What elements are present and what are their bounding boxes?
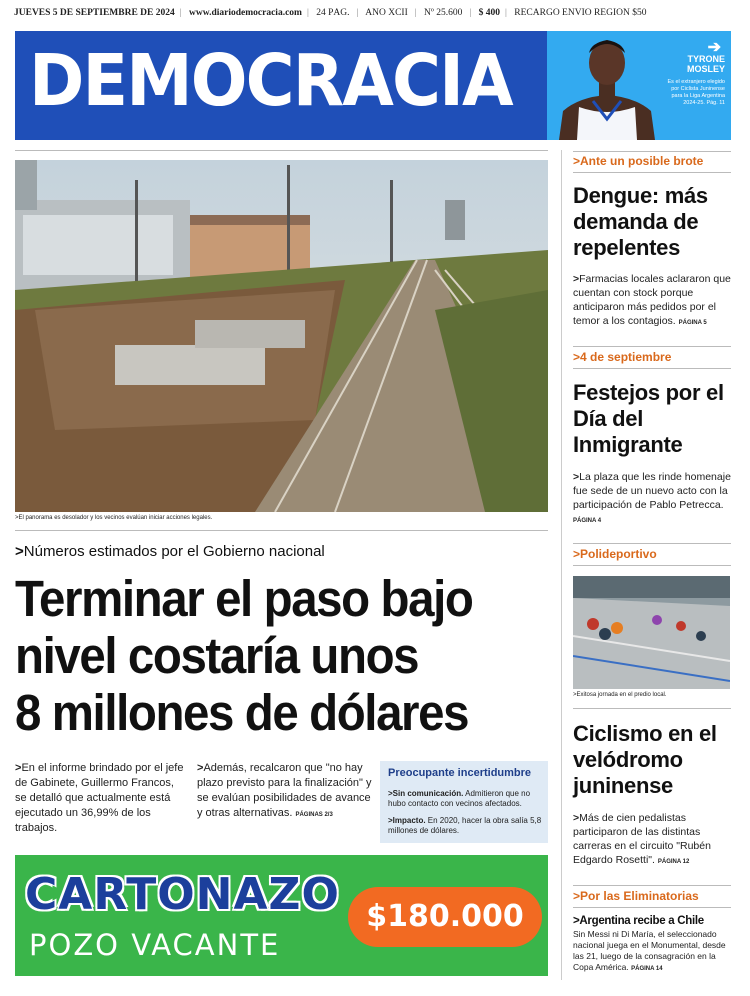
page-reference: PÁGINA 4 [573,518,602,524]
divider [573,368,731,369]
ad-title: CARTONAZO [25,869,340,920]
divider [573,885,731,886]
page-reference: PÁGINA 12 [657,859,690,865]
infobox [380,761,548,843]
main-headline[interactable] [15,570,517,741]
sidebar-kicker: > Ante un posible brote [573,154,703,168]
sidebar-text [573,470,735,528]
newspaper-logo[interactable]: DEMOCRACIA [29,39,512,122]
sidebar-kicker: > 4 de septiembre [573,350,671,364]
masthead [15,31,731,140]
website-link[interactable]: www.diariodemocracia.com [189,8,302,18]
divider [573,151,731,152]
sidebar-text-body: Farmacias locales aclararon que cuentan con stock porque anticiparon más pedidos por el temor a los contagios. [573,273,731,327]
infobox-item-text: En 2020, hacer la obra salía 5,8 millones de dólares. [388,816,542,835]
sidebar-text-body: Sin Messi ni Di María, el seleccionado nacional juega en el Monumental, desde las 21, luego de la consagración en la Copa América. [573,929,726,972]
sidebar-text [573,929,735,975]
promo-player-name: TYRONE MOSLEY [686,54,725,74]
infobox-item-text: Admitieron que no hubo contacto con vecinos afectados. [388,789,531,808]
sidebar-headline[interactable]: Dengue: más demanda de repelentes [573,183,708,260]
sidebar-text [573,272,735,330]
divider [573,346,731,347]
page-reference: PÁGINAS 2/3 [295,812,333,818]
sidebar-headline-small[interactable]: >Argentina recibe a Chile [573,915,704,927]
year-label: AÑO XCII [365,8,408,18]
velodrome-photo [573,576,730,689]
sidebar-text-body: La plaza que les rinde homenaje fue sede de un nuevo acto con la participación de Pablo Petrecca. [573,471,731,511]
photo-caption: >El panorama es desolador y los vecinos evalúan iniciar acciones legales. [15,515,213,521]
headline-line: nivel costaría unos [15,627,419,684]
issue-date: JUEVES 5 DE SEPTIEMBRE DE 2024 [14,8,175,18]
masthead-promo[interactable] [547,31,731,140]
arrow-right-icon: ➔ [707,39,721,56]
ad-subtitle: POZO VACANTE [29,928,281,962]
promo-text: Es el extranjero elegido por Ciclista Juninense para la Liga Argentina 2024-25. Pág. 11 [667,79,725,107]
divider [573,172,731,173]
sidebar-headline-text: Argentina recibe a Chile [579,915,704,927]
sidebar-kicker: > Polideportivo [573,547,657,561]
infobox-item-label: >Impacto. [388,816,426,825]
sidebar-headline[interactable]: Festejos por el Día del Inmigrante [573,380,724,457]
price: $ 400 [478,8,500,18]
sidebar-kicker: > Por las Eliminatorias [573,889,699,903]
cartonazo-ad[interactable] [15,855,548,976]
page-reference: PÁGINA 5 [678,320,707,326]
divider [573,565,731,566]
sidebar-headline[interactable]: Ciclismo en el velódromo juninense [573,721,717,798]
main-kicker: > Números estimados por el Gobierno nacional [15,543,325,560]
main-photo[interactable] [15,160,548,512]
cycling-photo[interactable] [573,576,730,689]
top-info-bar: JUEVES 5 DE SEPTIEMBRE DE 2024 | www.diariodemocracia.com | 24 PÁG. | AÑO XCII | Nº 25.600 | $ 400 | RECARGO ENVÍO REGIÓN $50 [14,8,647,18]
sidebar-text-body: Más de cien pedalistas participaron de las distintas carreras en el circuito "Rubén Edgardo Rosetti". [573,812,711,866]
player-photo [549,31,665,140]
divider [15,530,548,531]
infobox-item-label: >Sin comunicación. [388,789,464,798]
photo-caption: >Exitosa jornada en el predio local. [573,692,667,698]
headline-line: 8 millones de dólares [15,684,469,741]
divider [573,907,731,908]
sidebar-text [573,811,735,869]
divider [15,150,548,151]
page-reference: PÁGINA 14 [631,966,663,972]
issue-number: Nº 25.600 [424,8,463,18]
column-divider [561,150,562,980]
divider [573,708,731,709]
divider [573,543,731,544]
main-column-1: > En el informe brindado por el jefe de Gabinete, Guillermo Francos, se detalló que actualmente está ejecutado un 36,99% de los trabajos. [15,761,185,836]
headline-line: Terminar el paso bajo [15,570,473,627]
railway-construction-photo [15,160,548,512]
main-column-2: >Además, recalcaron que "no hay plazo previsto para la finalización" y se evalúan posibilidades de avance y otras alternativas. PÁGINAS 2/3 [197,762,372,819]
infobox-title: Preocupante incertidumbre [388,767,532,779]
main-column-2-text: Además, recalcaron que "no hay plazo previsto para la finalización" y se evalúan posibilidades de avance y otras alternativas. [197,762,372,819]
infobox-item [388,816,542,836]
page-count: 24 PÁG. [316,8,350,18]
infobox-item [388,789,542,809]
ad-amount: $180.000 [348,887,542,947]
shipping-surcharge: RECARGO ENVÍO REGIÓN $50 [514,8,647,18]
